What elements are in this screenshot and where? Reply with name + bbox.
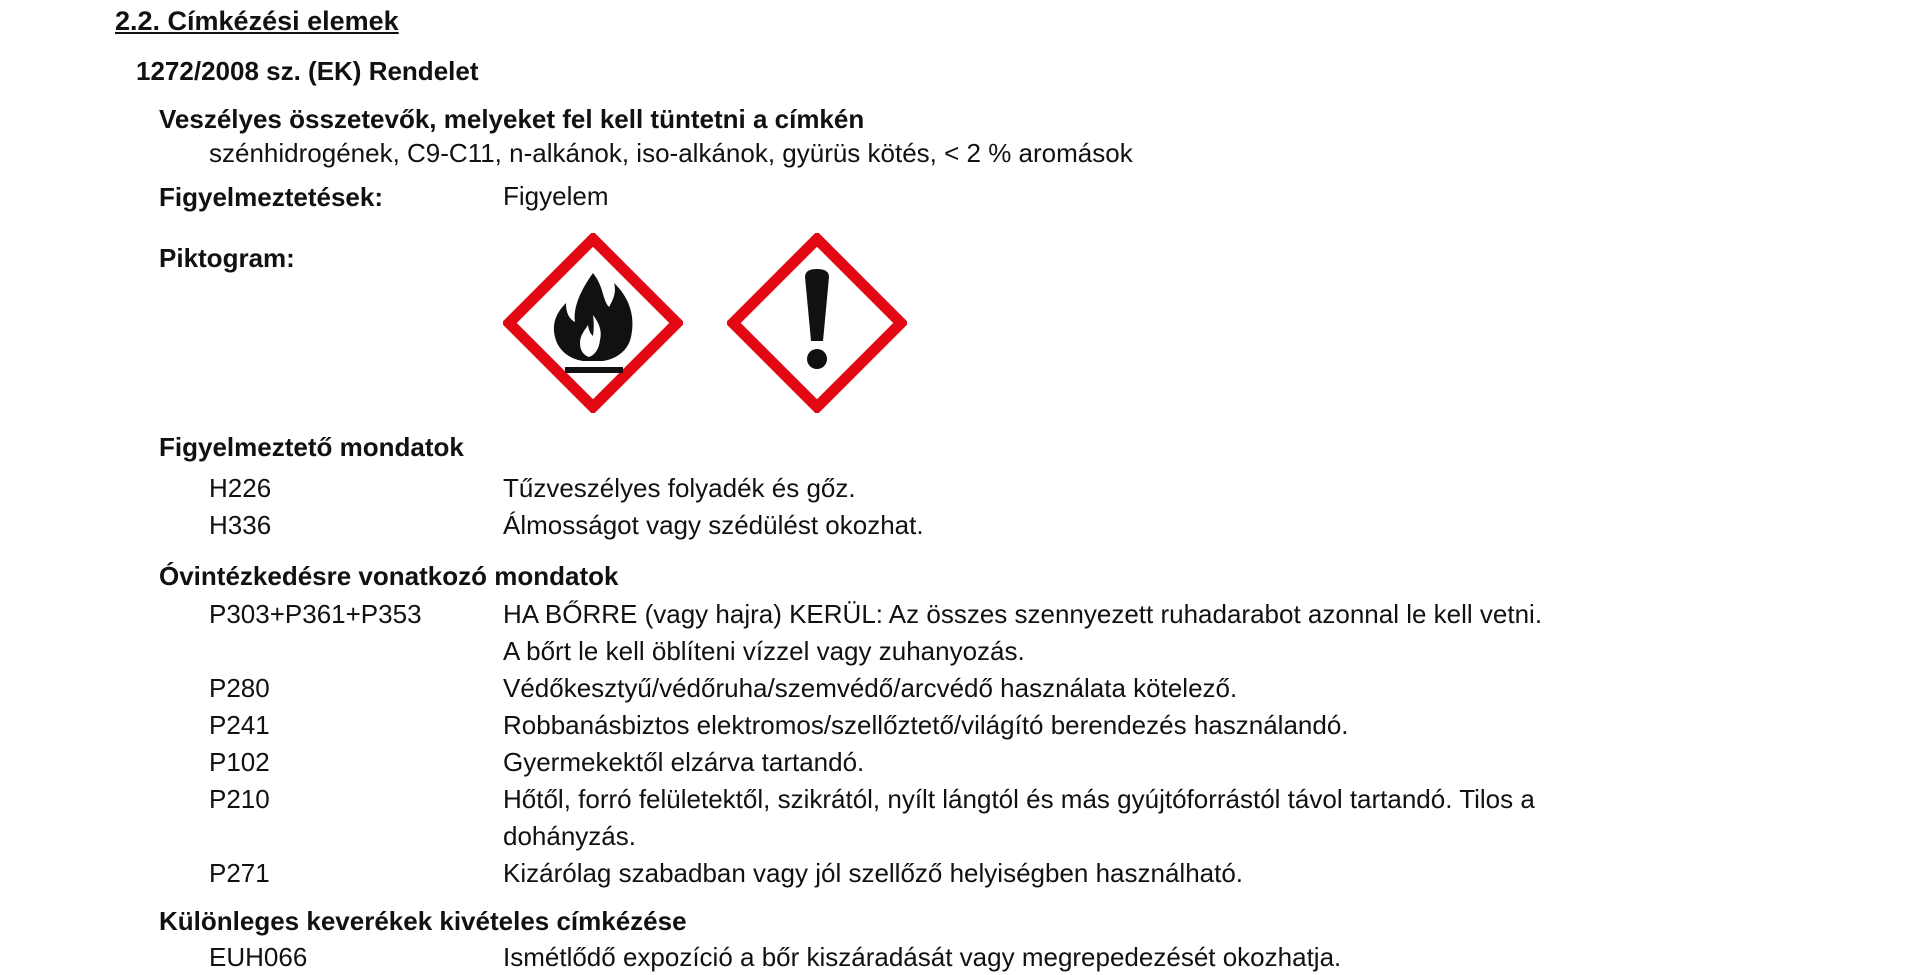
hazard-code: H226	[209, 473, 272, 503]
precautionary-code: P271	[209, 858, 270, 888]
precautionary-text: Gyermekektől elzárva tartandó.	[503, 747, 865, 777]
precautionary-text: Hőtől, forró felületektől, szikrától, nyílt lángtól és más gyújtóforrástól távol tartandó. Tilos a	[503, 784, 1535, 814]
signal-word-label: Figyelmeztetések:	[159, 182, 383, 212]
precautionary-code: P102	[209, 747, 270, 777]
precautionary-text: Robbanásbiztos elektromos/szellőztető/világító berendezés használandó.	[503, 710, 1349, 740]
precautionary-text-continued: A bőrt le kell öblíteni vízzel vagy zuhanyozás.	[503, 636, 1025, 666]
precautionary-code: P280	[209, 673, 270, 703]
hazardous-components-heading: Veszélyes összetevők, melyeket fel kell tüntetni a címkén	[159, 104, 865, 134]
precautionary-statements-heading: Óvintézkedésre vonatkozó mondatok	[159, 561, 619, 591]
hazard-statements-heading: Figyelmeztető mondatok	[159, 432, 464, 462]
pictogram-group	[503, 233, 907, 413]
precautionary-text: Védőkesztyű/védőruha/szemvédő/arcvédő használata kötelező.	[503, 673, 1238, 703]
hazard-text: Tűzveszélyes folyadék és gőz.	[503, 473, 856, 503]
pictogram-label: Piktogram:	[159, 243, 295, 273]
special-labelling-heading: Különleges keverékek kivételes címkézése	[159, 906, 687, 936]
euh-text: Ismétlődő expozíció a bőr kiszáradását vagy megrepedezését okozhatja.	[503, 942, 1342, 972]
precautionary-text: Kizárólag szabadban vagy jól szellőző helyiségben használható.	[503, 858, 1244, 888]
euh-code: EUH066	[209, 942, 308, 972]
precautionary-text: HA BŐRRE (vagy hajra) KERÜL: Az összes szennyezett ruhadarabot azonnal le kell vetni.	[503, 599, 1543, 629]
regulation-title: 1272/2008 sz. (EK) Rendelet	[136, 56, 479, 86]
precautionary-text-continued: dohányzás.	[503, 821, 636, 851]
exclamation-mark-icon	[727, 233, 907, 413]
precautionary-code: P210	[209, 784, 270, 814]
section-title: 2.2. Címkézési elemek	[115, 6, 399, 36]
hazard-code: H336	[209, 510, 272, 540]
hazard-text: Álmosságot vagy szédülést okozhat.	[503, 510, 924, 540]
signal-word-value: Figyelem	[503, 181, 609, 211]
precautionary-code: P303+P361+P353	[209, 599, 422, 629]
flame-icon	[503, 233, 683, 413]
hazardous-components-text: szénhidrogének, C9-C11, n-alkánok, iso-alkánok, gyürüs kötés, < 2 % aromások	[209, 138, 1133, 168]
precautionary-code: P241	[209, 710, 270, 740]
